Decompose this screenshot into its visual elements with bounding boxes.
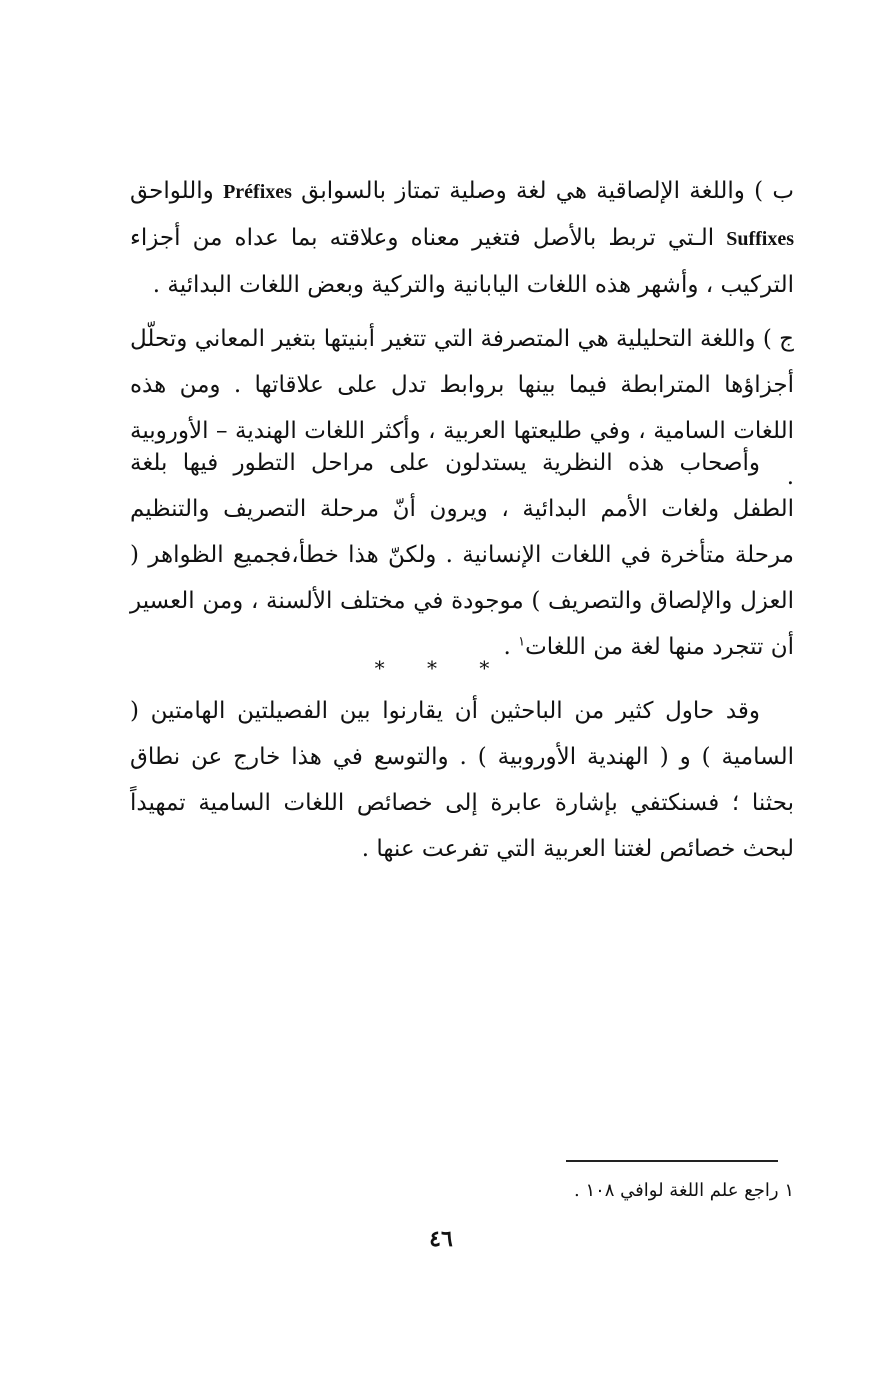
- page-number: ٤٦: [429, 1226, 453, 1252]
- footnote: [300, 1176, 794, 1206]
- paragraph-agglutinative-part3: الـتي تربط بالأصل فتغير معناه وعلاقته بما عداه من أجزاء التركيب ، وأشهر هذه اللغات اليابانية والتركية وبعض اللغات البدائية .: [130, 225, 794, 298]
- paragraph-agglutinative: [130, 168, 794, 308]
- footnote-marker: ١: [784, 1180, 794, 1201]
- paragraph-theory-end: .: [503, 634, 519, 660]
- footnote-text: راجع علم اللغة لوافي ١٠٨ .: [573, 1180, 779, 1201]
- paragraph-analytic-text: ج ) واللغة التحليلية هي المتصرفة التي تتغير أبنيتها بتغير المعاني وتحلّل أجزاؤها المترابطة فيما بينها بروابط تدل على علاقاتها . ومن هذه اللغات السامية ، وفي طليعتها العربية ، وأكثر اللغات الهندية – الأوروبية .: [130, 326, 794, 490]
- term-suffixes: Suffixes: [726, 228, 794, 250]
- footnote-divider: [566, 1160, 778, 1162]
- term-prefixes: Préfixes: [223, 181, 292, 203]
- footnote-reference: ١: [518, 634, 526, 650]
- paragraph-theory-body: وأصحاب هذه النظرية يستدلون على مراحل التطور فيها بلغة الطفل ولغات الأمم البدائية ، ويرون أنّ مرحلة التصريف والتنظيم مرحلة متأخرة في اللغات الإنسانية . ولكنّ هذا خطأ،فجميع الظواهر ( العزل والإلصاق والتصريف ) موجودة في مختلف الألسنة ، ومن العسير أن تتجرد منها لغة من اللغات: [130, 450, 794, 660]
- paragraph-agglutinative-part2: واللواحق: [130, 178, 224, 204]
- paragraph-comparison-text: وقد حاول كثير من الباحثين أن يقارنوا بين الفصيلتين الهامتين ( السامية ) و ( الهندية الأوروبية ) . والتوسع في هذا خارج عن نطاق بحثنا ؛ فسنكتفي بإشارة عابرة إلى خصائص اللغات السامية تمهيداً لبحث خصائص لغتنا العربية التي تفرعت عنها .: [130, 698, 794, 862]
- paragraph-theory: [130, 440, 794, 670]
- paragraph-agglutinative-text: [130, 168, 794, 308]
- paragraph-agglutinative-part1: ب ) واللغة الإلصاقية هي لغة وصلية تمتاز بالسوابق: [291, 178, 794, 204]
- section-separator: * * *: [374, 656, 508, 680]
- paragraph-theory-text: [130, 440, 794, 670]
- paragraph-comparison: [130, 688, 794, 872]
